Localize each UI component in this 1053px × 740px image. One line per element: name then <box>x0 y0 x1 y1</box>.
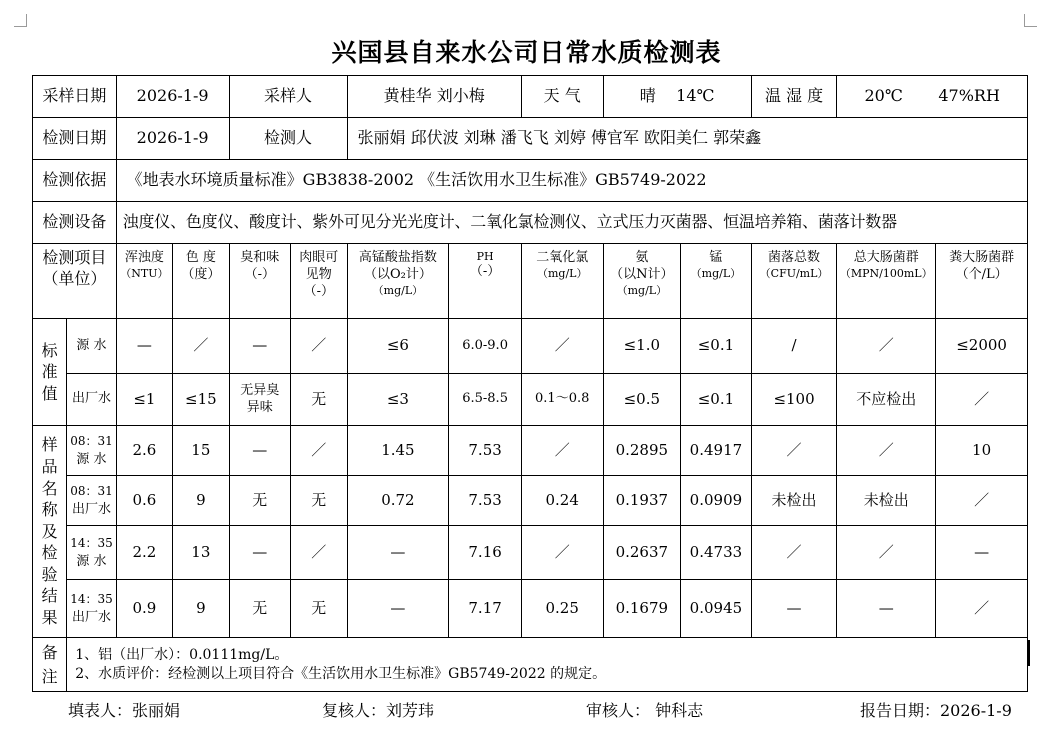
table-cell: / <box>751 319 837 374</box>
sample-label: 14：35 出厂水 <box>67 580 116 638</box>
table-cell: ≤0.5 <box>603 374 681 426</box>
page-title: 兴国县自来水公司日常水质检测表 <box>331 38 722 67</box>
table-cell: ／ <box>173 319 229 374</box>
sample-label: 14：35 源 水 <box>67 526 116 580</box>
info-row-sampling <box>33 76 1028 118</box>
test-date-value: 2026-1-9 <box>116 118 229 160</box>
items-label-line2: （单位） <box>42 268 107 288</box>
test-date-label: 检测日期 <box>33 118 117 160</box>
table-cell: ／ <box>751 526 837 580</box>
weather-text: 晴 <box>639 86 656 106</box>
col-header-chlorine-dioxide: 二氧化氯 （mg/L） <box>521 244 603 319</box>
table-cell: ≤1 <box>116 374 172 426</box>
items-header-label <box>33 244 117 319</box>
table-cell: — <box>347 526 449 580</box>
col-header-visible-matter: 肉眼可 见物 （-） <box>291 244 347 319</box>
table-cell: 7.16 <box>449 526 522 580</box>
table-cell: 0.1679 <box>603 580 681 638</box>
table-cell: 1.45 <box>347 426 449 476</box>
table-cell: ／ <box>936 580 1028 638</box>
table-cell: ／ <box>521 319 603 374</box>
footer-report-date: 报告日期：2026-1-9 <box>860 701 1012 720</box>
table-cell: 7.53 <box>449 476 522 526</box>
table-cell: 2.2 <box>116 526 172 580</box>
table-cell: 无 <box>291 580 347 638</box>
table-cell: ／ <box>837 426 936 476</box>
table-cell: 0.1937 <box>603 476 681 526</box>
table-cell: 0.4733 <box>681 526 752 580</box>
table-cell: 不应检出 <box>837 374 936 426</box>
table-cell: ≤1.0 <box>603 319 681 374</box>
standard-row-source <box>33 319 1028 374</box>
table-cell: 无 <box>229 476 290 526</box>
sampler-label: 采样人 <box>229 76 347 118</box>
footer-approver: 审核人： 钟科志 <box>586 701 704 720</box>
table-cell: 0.4917 <box>681 426 752 476</box>
sampling-date-value: 2026-1-9 <box>116 76 229 118</box>
table-cell: 9 <box>173 580 229 638</box>
col-header-ammonia: 氨 （以N计） （mg/L） <box>603 244 681 319</box>
table-cell: 6.0-9.0 <box>449 319 522 374</box>
sample-row <box>33 476 1028 526</box>
standard-row-label: 源 水 <box>67 319 116 374</box>
samples-group-label: 样品名称及检验结果 <box>33 426 67 638</box>
table-cell: ／ <box>291 319 347 374</box>
table-cell: ≤2000 <box>936 319 1028 374</box>
sample-label: 08：31 出厂水 <box>67 476 116 526</box>
weather-label: 天 气 <box>521 76 603 118</box>
temp-humidity-value <box>837 76 1028 118</box>
text-cursor <box>1028 640 1030 666</box>
col-header-total-coliform: 总大肠菌群 （MPN/100mL） <box>837 244 936 319</box>
basis-label: 检测依据 <box>33 160 117 202</box>
standard-row-label: 出厂水 <box>67 374 116 426</box>
remark-line-2: 2、水质评价：经检测以上项目符合《生活饮用水卫生标准》GB5749-2022 的规定。 <box>75 665 607 682</box>
table-cell: ／ <box>936 374 1028 426</box>
basis-value: 《地表水环境质量标准》GB3838-2002 《生活饮用水卫生标准》GB5749-2022 <box>116 160 1027 202</box>
table-cell: 0.2895 <box>603 426 681 476</box>
table-cell: — <box>936 526 1028 580</box>
col-header-colony-count: 菌落总数 （CFU/mL） <box>751 244 837 319</box>
table-cell: ≤15 <box>173 374 229 426</box>
table-cell: ≤3 <box>347 374 449 426</box>
table-cell: ／ <box>521 426 603 476</box>
info-row-basis <box>33 160 1028 202</box>
standard-row-outlet <box>33 374 1028 426</box>
table-cell: ／ <box>291 426 347 476</box>
remarks-row <box>33 638 1028 692</box>
col-header-permanganate: 高锰酸盐指数 （以O₂计） （mg/L） <box>347 244 449 319</box>
table-cell: 10 <box>936 426 1028 476</box>
crop-mark-top-right <box>1024 14 1037 27</box>
humidity-value: 47%RH <box>938 86 1000 106</box>
table-cell: 无异臭异味 <box>229 374 290 426</box>
sample-label: 08：31 源 水 <box>67 426 116 476</box>
standards-group-label: 标准值 <box>33 319 67 426</box>
remark-line-1: 1、铝（出厂水）：0.0111mg/L。 <box>75 647 289 664</box>
col-header-fecal-coliform: 粪大肠菌群 （个/L） <box>936 244 1028 319</box>
table-cell: 9 <box>173 476 229 526</box>
footer-reviewer: 复核人：刘芳玮 <box>322 701 435 720</box>
table-cell: 7.53 <box>449 426 522 476</box>
temp-humidity-label: 温 湿 度 <box>751 76 837 118</box>
table-cell: ／ <box>837 526 936 580</box>
table-cell: ≤100 <box>751 374 837 426</box>
sample-row <box>33 526 1028 580</box>
info-row-testing <box>33 118 1028 160</box>
sampler-value: 黄桂华 刘小梅 <box>347 76 521 118</box>
table-cell: — <box>229 426 290 476</box>
col-header-turbidity: 浑浊度 （NTU） <box>116 244 172 319</box>
col-header-odor: 臭和味 （-） <box>229 244 290 319</box>
table-cell: 0.9 <box>116 580 172 638</box>
table-cell: 13 <box>173 526 229 580</box>
tester-label: 检测人 <box>229 118 347 160</box>
sampling-date-label: 采样日期 <box>33 76 117 118</box>
outdoor-temperature: 14℃ <box>676 86 715 106</box>
table-cell: ／ <box>291 526 347 580</box>
items-header-row <box>33 244 1028 319</box>
table-cell: ≤6 <box>347 319 449 374</box>
sample-row <box>33 580 1028 638</box>
table-cell: 0.2637 <box>603 526 681 580</box>
table-cell: 0.0945 <box>681 580 752 638</box>
table-cell: 2.6 <box>116 426 172 476</box>
testers-value: 张丽娟 邱伏波 刘琳 潘飞飞 刘婷 傅官军 欧阳美仁 郭荣鑫 <box>347 118 1028 160</box>
table-cell: 无 <box>229 580 290 638</box>
crop-mark-top-left <box>14 14 27 27</box>
temperature-value: 20℃ <box>864 86 903 106</box>
equipment-label: 检测设备 <box>33 202 117 244</box>
weather-value <box>603 76 751 118</box>
table-cell: — <box>229 319 290 374</box>
table-cell: — <box>229 526 290 580</box>
remarks-content <box>67 638 1028 692</box>
col-header-ph: PH （-） <box>449 244 522 319</box>
table-cell: — <box>116 319 172 374</box>
water-quality-table <box>32 75 1028 692</box>
table-cell: 未检出 <box>751 476 837 526</box>
info-row-equipment <box>33 202 1028 244</box>
table-cell: — <box>837 580 936 638</box>
equipment-value: 浊度仪、色度仪、酸度计、紫外可见分光光度计、二氧化氯检测仪、立式压力灭菌器、恒温培养箱、菌落计数器 <box>116 202 1027 244</box>
table-cell: — <box>347 580 449 638</box>
table-cell: ／ <box>521 526 603 580</box>
table-cell: 0.1～0.8 <box>521 374 603 426</box>
items-label-line1: 检测项目 <box>42 248 107 267</box>
table-cell: — <box>751 580 837 638</box>
remarks-label: 备注 <box>33 638 67 692</box>
table-cell: ≤0.1 <box>681 374 752 426</box>
table-cell: 15 <box>173 426 229 476</box>
table-cell: 未检出 <box>837 476 936 526</box>
table-cell: 0.72 <box>347 476 449 526</box>
table-cell: 无 <box>291 374 347 426</box>
table-cell: ／ <box>751 426 837 476</box>
table-cell: 7.17 <box>449 580 522 638</box>
table-cell: 6.5-8.5 <box>449 374 522 426</box>
table-cell: 0.6 <box>116 476 172 526</box>
table-cell: ／ <box>936 476 1028 526</box>
table-cell: 0.25 <box>521 580 603 638</box>
table-cell: 无 <box>291 476 347 526</box>
table-cell: 0.0909 <box>681 476 752 526</box>
sample-row <box>33 426 1028 476</box>
table-cell: ／ <box>837 319 936 374</box>
table-cell: 0.24 <box>521 476 603 526</box>
table-cell: ≤0.1 <box>681 319 752 374</box>
footer-filler: 填表人：张丽娟 <box>68 701 181 720</box>
col-header-manganese: 锰 （mg/L） <box>681 244 752 319</box>
col-header-color: 色 度 （度） <box>173 244 229 319</box>
